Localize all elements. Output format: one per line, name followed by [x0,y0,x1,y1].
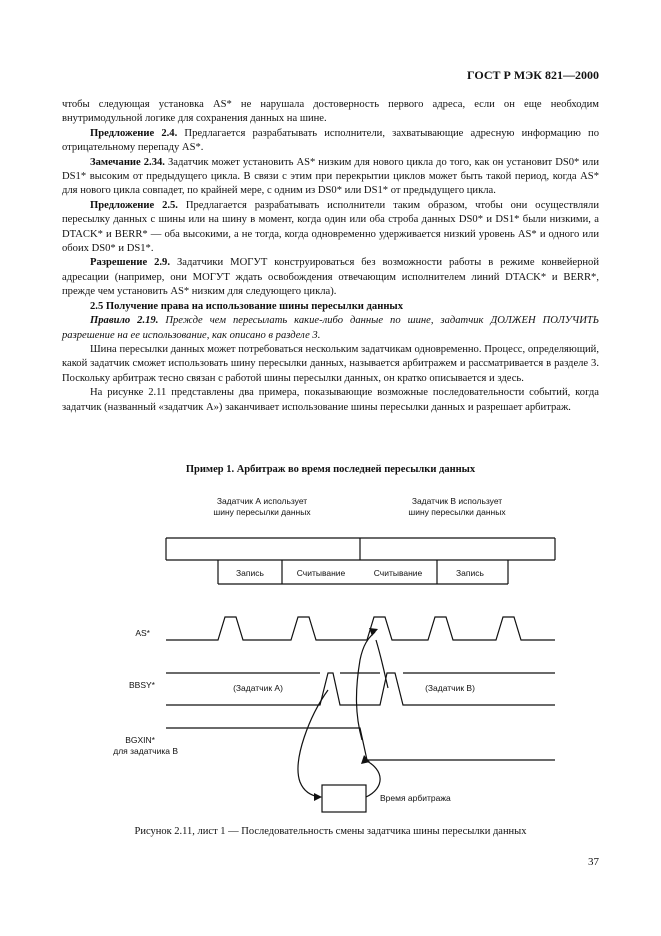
permission-2-9-label: Разрешение 2.9. [90,257,171,269]
note-2-34-label: Замечание 2.34. [90,156,165,168]
label-master-b-line2: шину пересылки данных [408,507,506,517]
arrowhead-box [314,793,322,801]
as-waveform [166,617,555,640]
signal-bbsy-label: BBSY* [129,680,155,690]
permission-2-9-text: Задатчики МОГУТ конструироваться без возможности работы в режиме конвейерной адресации (например, они МОГУТ ждать освобождения отвечающим исполнителем линий DTACK* и BERR*, прежде чем установить AS* низким для следующего цикла). [62,257,600,298]
label-master-a-line1: Задатчик А использует [216,496,308,506]
segment-read-2: Считывание [373,568,423,578]
segment-write-1: Запись [236,568,264,578]
bus-usage-bars [166,538,555,584]
arrow-as-to-bbsy [376,640,388,688]
arrow-bbsy-to-box [298,690,328,797]
proposal-2-5-text: Предлагается разрабатывать исполнители таким образом, чтобы они осуществляли пересылку данных с шины или на шину в момент, когда один или оба строба данных DS0* и DS1* были низкими, а DTACK* и BERR* — оба высокими, а не тогда, когда одновременно удерживается низкий уровень AS* и одного или обоих DS0* и DS1*. [62,199,599,255]
signal-bgxin-label-line1: BGXIN* [125,735,155,745]
arrow-bgxin-to-bbsy [356,632,375,740]
signal-bgxin-label-line2: для задатчика В [113,746,178,756]
proposal-2-5-label: Предложение 2.5. [90,199,178,211]
note-2-34-text: Задатчик может установить AS* низким для нового цикла до того, как он установит DS0* или DS1* высоким от предыдущего цикла. В связи с этим при перекрытии циклов может быть такой период, когда AS* для нового цикла совпадет, по крайней мере, с одним из DS0* или DS1* от предыдущего цикла. [62,156,599,197]
section-title: 2.5 Получение права на использование шины пересылки данных [90,300,403,312]
figure-caption: Рисунок 2.11, лист 1 — Последовательность смены задатчика шины пересылки данных [134,826,527,837]
arrowhead-as [369,628,378,636]
paragraph-arbitration: Шина пересылки данных может потребоваться нескольким задатчикам одновременно. Процесс, определяющий, какой задатчик сможет использовать шину пересылки данных, называется арбитражем и рассматривается в разделе 3. Поскольку арбитраж тесно связан с работой шины пересылки данных, он кратко описывается и здесь. [62,343,599,384]
document-header: ГОСТ Р МЭК 821—2000 [467,68,599,82]
arrow-box-to-bgxin [365,760,380,797]
proposal-2-4-text: Предлагается разрабатывать исполнители, захватывающие адресную информацию по отрицательному перепаду AS*. [62,127,599,154]
segment-write-2: Запись [456,568,484,578]
proposal-2-4-label: Предложение 2.4. [90,127,178,139]
arbitration-box [322,785,366,812]
paragraph-figure-ref: На рисунке 2.11 представлены два примера, показывающие возможные последовательности событий, когда задатчик (названный «задатчик А») заканчивает использование шины пересылки данных и разрешает арбитраж. [62,387,599,413]
label-master-b-line1: Задатчик В использует [411,496,503,506]
paragraph-1: чтобы следующая установка AS* не нарушала достоверность первого адреса, если он еще необходим внутримодульной логике для сохранения данных на шине. [62,99,599,125]
bbsy-master-a-label: (Задатчик А) [233,683,283,693]
bbsy-waveform-low [166,673,555,705]
segment-read-1: Считывание [296,568,346,578]
rule-2-19-text: Прежде чем пересылать какие-либо данные по шине, задатчик ДОЛЖЕН ПОЛУЧИТЬ разрешение на ее использование, как описано в разделе 3. [62,315,599,341]
arbitration-time-label: Время арбитража [380,793,451,803]
rule-2-19-label: Правило 2.19. [90,315,159,327]
figure-title: Пример 1. Арбитраж во время последней пересылки данных [185,464,476,475]
label-master-a-line2: шину пересылки данных [213,507,311,517]
signal-as-label: AS* [135,628,150,638]
bbsy-master-b-label: (Задатчик В) [425,683,475,693]
page-number: 37 [588,856,599,868]
